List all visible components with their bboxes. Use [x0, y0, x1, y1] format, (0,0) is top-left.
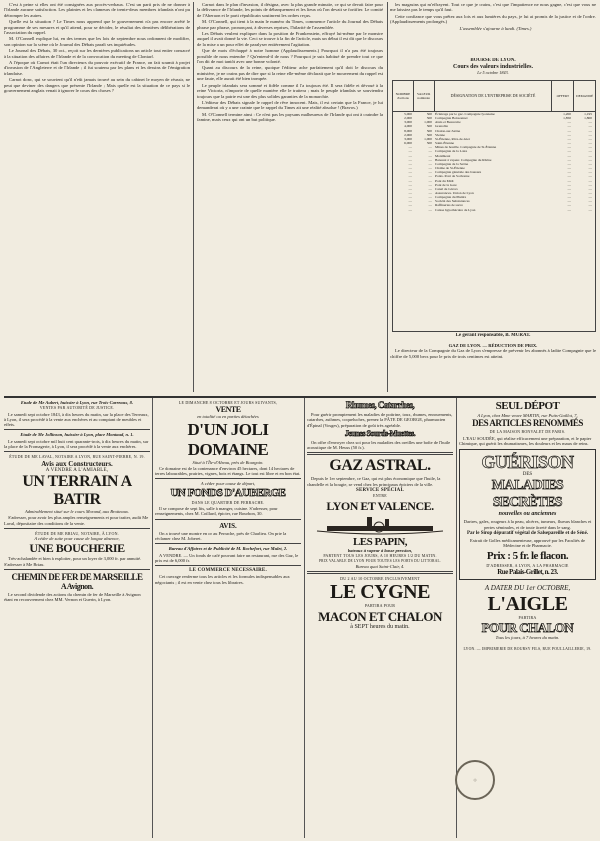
paragraph: L'assemblée s'ajourne à lundi. (Times.) [459, 25, 532, 31]
paragraph: M. O'Connell, qui tient à la main le numéro du Times, commence l'article du Journal des Débats phrase par phrase, prononçant, à diverses reprises, l'hilarité de l'assemblée. [197, 19, 383, 30]
table-cell: — [567, 136, 571, 141]
surdite-title: Jeunes Sourds-Muettes. [344, 428, 416, 438]
table-cell: — [408, 157, 412, 162]
sirop: Par le Sirop dépuratif végétal de Salsepareille et de Séné. [466, 531, 589, 537]
table-cell: — [408, 178, 412, 183]
table-cell: — [567, 170, 571, 175]
table-cell: — [428, 170, 432, 175]
table-cell: — [567, 132, 571, 137]
table-cell: Caisse hypothécaire de Lyon [435, 207, 476, 212]
bourse-table [392, 80, 596, 332]
ads-column-1 [4, 400, 150, 838]
sept-heures: à SEPT heures du matin. [350, 623, 410, 630]
domaine-vente: VENTE [215, 405, 241, 415]
column-divider [387, 2, 388, 392]
etude3: ÉTUDE DE ME BRIAU, NOTAIRE, À LYON. [35, 530, 119, 536]
pharmacie: D'ADRESSER, A LYON, A LA PHARMACIE [486, 562, 569, 568]
table-cell: — [408, 190, 412, 195]
paragraph: Le Journal des Débats, 30 oct., reçoit sur les dernières publications un article tout entier consacré à la situation des affaires de l'Irlande et de la convocation du meeting de Clontarf. [4, 48, 190, 59]
paragraph: Carnot donc, qui se souvient qu'il n'eût jamais trouvé au sein du cabinet le moyen de réussir, ne peut que deviner des dangers que présente l'Irlande ; Mais quelle est la situation de ce pays si le gouvernement anglais venait à ignorer le cours des choses ? [4, 77, 190, 94]
table-cell: — [588, 161, 592, 166]
table-cell: — [567, 178, 571, 183]
paragraph: les magasins qui m'effrayent. Tout ce que je crains, c'est que l'impatience ne nous gagne, c'est que vous ne me laissiez pas le temps qu'il faut. [390, 2, 596, 13]
papins-title: LES PAPIN, [352, 535, 408, 548]
table-cell: — [567, 128, 571, 133]
paragraph: C'est à peine si elles ont été consignées aux procès-verbaux. C'est un parti pris de ne donner à l'Irlande aucune satisfaction. Les plaintes et les clameurs de trente-deux membres irlandais n'ont pu détromper les autres. [4, 2, 190, 18]
table-cell: — [428, 203, 432, 208]
domaine-title: D'UN JOLI DOMAINE [187, 419, 269, 459]
table-cell: Compagnie générale des bateaux [435, 170, 482, 175]
table-cell: — [567, 174, 571, 179]
guerison-ad [459, 449, 596, 580]
table-cell: 1,000 [424, 136, 432, 141]
table-cell: — [588, 199, 592, 204]
table-cell: 6,000 [404, 141, 412, 146]
bourse-date: Le 5 octobre 1843. [477, 70, 509, 75]
table-cell: — [567, 166, 571, 171]
column-header: VALEUR nominale [414, 81, 435, 111]
table-cell: — [588, 120, 592, 125]
table-cell: — [567, 190, 571, 195]
du-date: DU 2 AU 10 OCTOBRE INCLUSIVEMENT [340, 576, 420, 582]
imprimerie: LYON. — IMPRIMERIE DE BOURSY FILS, RUE POULLAILLERIE, 19. [463, 646, 592, 651]
chalon-title: POUR CHALON [481, 620, 574, 636]
table-body [393, 112, 595, 212]
table-cell: — [428, 153, 432, 158]
bourse-heading [390, 58, 596, 80]
fonds-ceder: A céder pour cause de départ, [200, 481, 256, 487]
table-cell: — [408, 166, 412, 171]
depart: PARTENT TOUS LES JOURS, A 10 HEURES 1/2 DU MATIN. [323, 553, 437, 559]
sirop-text: Extrait de Golles médicamenteuse, approuvé par les Facultés de Médecine et de Pharmacie. [469, 538, 586, 549]
tous-jours: Tous les jours, à 7 heures du matin. [495, 635, 560, 641]
lyon-valence: LYON ET VALENCE. [326, 498, 434, 513]
avis-title: AVIS. [219, 521, 237, 530]
table-cell: — [428, 174, 432, 179]
table-cell: Monthieux [435, 153, 451, 158]
table-cell: — [567, 161, 571, 166]
table-cell: 2,000 [404, 132, 412, 137]
table-cell: — [567, 145, 571, 150]
table-cell: — [408, 195, 412, 200]
articles-text: L'EAU SOUDÉE, qui réalise efficacement une préparation, et le papier Chimique, qui guérit les rhumatismes, les douleurs et les maux de reins. [459, 435, 592, 446]
steamboat-illustration [307, 513, 453, 535]
terrain-title: UN TERRAIN A BATIR [22, 472, 132, 508]
guerison-title: GUÉRISON [481, 452, 574, 473]
table-cell: — [588, 124, 592, 129]
bourse-subtitle: Cours des valeurs industrielles. [452, 64, 533, 70]
ads-column-2 [155, 400, 301, 838]
section-divider [4, 396, 596, 398]
table-cell: — [428, 161, 432, 166]
bureau: Bureau quai Saint-Clair, 4. [355, 563, 405, 569]
etude-text: Le samedi sept octobre 1843, à dix heures du matin, sur la place des Terreaux, à Lyon, il sera procédé à la vente aux enchères et au comptant de meubles et effets. [4, 411, 149, 428]
maladies-title: MALADIES SECRÈTES [491, 478, 564, 511]
table-cell: — [567, 195, 571, 200]
column-header: OFFERT [552, 81, 574, 111]
column-divider [193, 2, 194, 392]
column-header: DEMANDÉ [576, 94, 594, 98]
domaine-licit: en totalité ou en parties détachées [197, 414, 259, 420]
table-cell: — [408, 199, 412, 204]
etude2-text: Le samedi sept octobre mil huit cent quarante-trois, à dix heures du matin, sur la place de la Fromagerie, à Lyon, il sera procédé à la vente aux enchères. [4, 438, 149, 450]
table-cell: — [588, 203, 592, 208]
prix: PRIX VALABLE DE LYON POUR TOUTES LES PORTS DU LITTORAL. [318, 558, 442, 563]
table-cell: — [567, 182, 571, 187]
gerant: Le gérant responsable, B. MURAT. [455, 333, 531, 338]
table-cell: — [567, 124, 571, 129]
domaine-date: LE DIMANCHE 8 OCTOBRE ET JOURS SUIVANTS, [178, 400, 278, 405]
domaine-sub: Situé à l'Île-d'Abeau, près de Bourgoin. [192, 459, 264, 465]
gaz-astral-title: GAZ ASTRAL. [329, 457, 431, 475]
article-column-2 [197, 2, 383, 394]
terrain-sub: Admirablement situé sur le cours Morand, aux Brotteaux. [25, 508, 129, 514]
table-cell: 2,000 [404, 116, 412, 121]
table-cell: 3,000 [404, 136, 412, 141]
table-cell: — [588, 190, 592, 195]
prix-flacon: Prix : 5 fr. le flacon. [486, 549, 569, 562]
column-header: DÉSIGNATION DE L'ENTREPRISE DE SOCIÉTÉ [435, 81, 553, 111]
table-cell: — [588, 170, 592, 175]
table-cell: Canal de Givors [435, 186, 458, 191]
table-cell: — [428, 182, 432, 187]
des: DES [522, 472, 533, 478]
commerce-title: LE COMMERCE NECESSAIRE. [189, 568, 267, 574]
table-cell: — [408, 161, 412, 166]
table-cell: — [567, 157, 571, 162]
table-cell: — [408, 182, 412, 187]
paragraph: Quelle est la situation ? Le Times nous apprend que le gouvernement n'a pas encore arrêté le programme de ses mesures et qu'il attend, pour se décider, le résultat des dernières délibérations de l'association du rappel. [4, 19, 190, 36]
table-cell: — [588, 149, 592, 154]
table-cell: — [588, 141, 592, 146]
rhume-text: Pour guérir promptement les maladies de poitrine, toux, rhumes, enrouements, catarrhes, asthmes, coqueluches, prenez la PÂTE DE GEORGE, pharmacien d'Épinal (Vosges), préparation de goût très agréable. [307, 412, 453, 428]
macon-chalon: MACON ET CHALON [318, 608, 442, 624]
table-cell: Ponts. Pont de Sorbonne [435, 174, 470, 179]
ceder: A céder de suite pour cause de longue absence, [34, 536, 120, 542]
table-cell: 8,000 [404, 128, 412, 133]
table-cell: Vienne [435, 132, 445, 137]
column-divider [304, 398, 305, 838]
paragraph: Le peuple irlandais sera sommé et fidèle comme il l'a toujours été. Il sera fidèle et dévoué à la reine Victoria, n'importe de quelle manière elle le traitera ; mais le peuple irlandais se souviendra toujours que la patrie est une des plus solides garanties de la monarchie. [197, 82, 383, 99]
table-cell: 500 [426, 124, 432, 129]
dartres: Dartres, gales, rougeurs à la peau, ulcères, tumeurs, flueurs blanches et pertes séminales, et de toute âcreté dans le sang. [463, 519, 592, 530]
table-cell: — [428, 157, 432, 162]
table-cell: Grenoble [435, 124, 449, 129]
article-column-1 [4, 2, 190, 394]
table-cell: — [428, 186, 432, 191]
table-cell: Compagnie du Phénix [435, 195, 467, 200]
table-cell: — [588, 166, 592, 171]
etude-sub: VENTES PAR AUTORITÉ DE JUSTICE. [39, 405, 115, 411]
table-cell: — [588, 145, 592, 150]
entre: ENTRE [373, 493, 387, 499]
paragraph: M. O'Connell explique lui, en des termes que les lois de septembre nous ordonnent de modifier, son opinion sur la scène où le Journal des Débats paraît ses inquiétudes. [4, 36, 190, 47]
boucherie-text: Très-achalandée et bien à exploiter, pour un loyer de 3,000 fr. par annuité. S'adresser à Me Briau. [4, 556, 142, 567]
chemin-title: CHEMIN DE FER DE MARSEILLE [11, 572, 143, 583]
chemin-text: Le second dividende des actions du chemin de fer de Marseille à Avignon étant en recouvrement chez MM. Vernon et Guerin, à Lyon. [4, 592, 141, 603]
table-cell: 4,000 [404, 124, 412, 129]
table-cell: — [588, 136, 592, 141]
table-cell: — [428, 195, 432, 200]
table-cell: — [428, 166, 432, 171]
gaz-text: Le directeur de la Compagnie du Gaz de Lyon s'empresse de prévenir les abonnés à ladite Compagnie que le chiffre de 5,000 becs pour le prix de trois centimes est atteint. [390, 348, 596, 359]
a-dater: A DATER DU 1er OCTOBRE, [484, 583, 571, 592]
table-cell: 500 [426, 116, 432, 121]
table-cell: Compagnie de la Loire [435, 149, 468, 154]
paragraph: Carnot dans le plan d'invasion, il désigna, avec la plus grande minutie, ce qui se devait faire pour la délivrance de l'Irlande, les points de débarquement et les lieux où l'on devait se fortifier. Le comité de l'Aberaon et le parti républicain soutinrent les ordres reçus. [197, 2, 383, 18]
table-cell: Chalon-sur-Saône [435, 128, 461, 133]
table-cell: — [588, 195, 592, 200]
table-cell: — [408, 174, 412, 179]
table-cell: — [428, 149, 432, 154]
column-divider [152, 398, 153, 838]
paragraph: L'éditeur des Débats signale le rappel de rêve innocent. Mais, il est certain que la France, je lui demanderai où y a une crainte que le rappel du Times ait une réalité absolue ! (Bravos.) [197, 99, 383, 111]
papins-sub: bateaux à vapeur à basse pression, [347, 547, 413, 553]
table-cell: — [588, 174, 592, 179]
paragraph: M. O'Connell termine ainsi : Ce n'est pas les paysans malheureux de l'Irlande qui ont à craindre la famine, mais ceux qui ont un but politique. [197, 111, 383, 123]
table-cell: 1,200 [563, 112, 571, 116]
avis-constructeurs: Avis aux Constructeurs. [41, 459, 113, 468]
table-cell: St-Étienne, Rive-de-Gier [435, 136, 470, 141]
table-row [393, 208, 595, 212]
table-cell: Éclairage par le gaz. Compagnie lyonnaise [435, 112, 495, 116]
table-cell: — [428, 207, 432, 212]
table-cell: Chaîne de St-Étienne [435, 166, 465, 171]
table-cell: — [567, 186, 571, 191]
fonds-sub: DANS LE QUARTIER DE PERRACHE. [191, 499, 265, 505]
table-cell: — [428, 145, 432, 150]
table-cell: 500 [426, 141, 432, 146]
notaire: ÉTUDE DE ME LAVAL, NOTAIRE A LYON, RUE SAINT-PIERRE, N. 19. [9, 454, 145, 460]
column-header: NOMBRE d'actions [393, 81, 414, 111]
table-cell: Saint-Étienne [435, 141, 455, 146]
table-cell: — [408, 145, 412, 150]
avis-text: On a trouvé une montre en or au Perrache, près de Charlieu. On prie la réclamer chez M. Joberet. [155, 530, 287, 541]
table-cell: — [567, 120, 571, 125]
table-cell: — [408, 207, 412, 212]
table-cell: Pont du Midi [435, 178, 454, 183]
table-cell: — [408, 203, 412, 208]
table-cell: Compagnie Boissonnet [435, 116, 468, 121]
table-cell: 3,000 [404, 120, 412, 125]
table-cell: — [408, 170, 412, 175]
table-cell: — [567, 207, 571, 212]
table-header [393, 81, 595, 112]
seul-sub: A Lyon, chez Mme veuve MARTIN, rue Puits-Gaillot, 7, [477, 413, 578, 418]
table-cell: — [567, 203, 571, 208]
table-cell: Pont de la Gare [435, 182, 457, 187]
vendre: A VENDRE A L'AMIABLE, [45, 467, 109, 473]
partira: PARTIRA POUR [364, 603, 396, 609]
paragraph: Cette confiance que vous prêtez aux lois et aux lumières du pays, je lui ai promis de la justice et de l'ordre. (Applaudissements prolongés.) [390, 13, 596, 25]
table-cell: Société des Subsistances [435, 199, 470, 204]
table-cell: Raffineries de sucre [435, 203, 463, 208]
ads-column-3 [307, 400, 453, 838]
table-cell: 1,850 [563, 116, 571, 121]
articles-title: DES ARTICLES RENOMMÉS [472, 418, 583, 429]
table-cell: 500 [426, 112, 432, 116]
table-cell: Bateaux à vapeur. Compagnie du Rhône [435, 157, 492, 162]
aigle-title: L'AIGLE [487, 592, 568, 615]
surdite-text: On offre d'envoyer chez soi pour les maladies des oreilles une boîte de l'huile acoustique de M. Heuss (50 fr.). [307, 439, 451, 451]
table-cell: — [428, 199, 432, 204]
table-cell: — [567, 199, 571, 204]
table-cell: Compagnie de la Saône [435, 161, 469, 166]
commerce-text: Cet ouvrage renferme tous les articles et les formules indispensables aux négociants ; il est en vente chez tous les libraires. [155, 574, 290, 585]
table-cell: — [588, 186, 592, 191]
table-cell: — [588, 132, 592, 137]
table-cell: — [428, 178, 432, 183]
table-cell: — [588, 153, 592, 158]
nouvelles: nouvelles ou anciennes [498, 511, 557, 518]
etude-title: Etude de Me Aubert, huissier à Lyon, rue Trois-Carreaux, 8. [20, 400, 134, 405]
bureau-title: Bureau d'Affaires et de Publicité de M. Rochefort, rue Mulet, 2. [168, 546, 288, 552]
circular-stamp: ◎ [455, 760, 495, 800]
rue-palais: Rue Palais-Grillet, n. 23. [497, 567, 558, 576]
aigle-partira: PARTIRA [518, 614, 537, 620]
gaz-notice [390, 343, 596, 393]
boucherie-title: UNE BOUCHERIE [29, 541, 125, 556]
table-cell: 1,000 [424, 120, 432, 125]
rhume-title: Rhumes, Catarrhes, [345, 400, 415, 410]
table-cell: — [588, 207, 592, 212]
paragraph: A l'époque où Carnot était l'un directeurs du pouvoir exécutif de France, on fait soumit à projet d'invasion de l'Angleterre et de l'Irlande ; il fut soutenu par les plans et les dessins de l'émigration irlandaise. [4, 60, 190, 76]
bureau-text: A VENDRE. — Un fonds de café pouvant faire un restaurant, rue des Gaz, le prix est de 6,000 fr. [155, 552, 299, 563]
fonds-title: UN FONDS D'AUBERGE [170, 486, 286, 499]
table-cell: Mines de houille. Compagnie de St-Étienne [435, 145, 497, 150]
table-cell: — [588, 128, 592, 133]
table-cell: — [408, 153, 412, 158]
table-cell: 1,195 [584, 112, 592, 116]
table-cell: 500 [426, 132, 432, 137]
article-column-3 [390, 2, 596, 56]
table-cell: — [588, 182, 592, 187]
table-cell: Assurances. Union de Lyon [435, 190, 474, 195]
gaz-astral-text: Depuis le 1er septembre, ce Gaz, qui est plus économique que l'huile, la chandelle et la bougie, se vend chez les principaux épiciers de la ville. [307, 476, 441, 487]
table-cell: — [408, 186, 412, 191]
fonds-text: Il se compose de sept lits, salle à manger, cuisine. S'adresser, pour renseignements, chez M. Coillard, épicier, rue Bourbon, 30. [155, 506, 278, 517]
table-cell: — [567, 153, 571, 158]
table-cell: — [567, 141, 571, 146]
table-cell: — [567, 149, 571, 154]
paragraph: Que de mots d'échappé à notre homme (Applaudissements.) Pourquoi il n'a pas été toujours possible de nous entendre ? Qu'entend-il de nous ? Pourquoi je suis habitué de prendre tout ce que l'on dit de moi tantôt avec une bonne volonté. [197, 48, 383, 65]
etude2-title: Etude de Me Jollinson, huissier à Lyon, place Montaud, n. 1. [20, 432, 134, 438]
articles-sub: DE LA MAISON BONVALET DE PARIS. [489, 429, 566, 435]
bourse-title: BOURSE DE LYON. [470, 58, 516, 63]
table-cell: 500 [426, 128, 432, 133]
paragraph: Les Débats veulent expliquer dans la position de Frankenstein, effrayé lui-même par le monstre auquel il avait donné la vie. Ceci se trouve à la fin de l'article, mais un début il est dit que le discours de la mise a un pour effet de paralyser entièrement l'agitation. [197, 31, 383, 47]
terrain-text: S'adresser, pour avoir les plus amples renseignements et pour traiter, audit Me Laval, dépositaire des conditions de la vente. [4, 515, 149, 526]
paragraph: Quant au discours de la reine, quoique l'éditeur ache parfaitement qu'il doit le discours du ministère, je ne crains pas de dire que si la reine elle-même déclarait que le mouvement du rappel est une faute, elle aurait été bien trompée. [197, 65, 383, 82]
cygne-title: LE CYGNE [330, 581, 430, 604]
table-cell: — [428, 190, 432, 195]
gaz-title: GAZ DE LYON. — RÉDUCTION DE PRIX. [448, 343, 538, 348]
avignon: A Avignon. [60, 582, 94, 592]
table-cell: — [408, 149, 412, 154]
domaine-text: Ce domaine est de la contenance d'environ 45 hectares, dont 14 hectares de terres labourables, prairies, vignes, bois et étangs. Le tout est libre et en bon état. [155, 465, 301, 477]
table-cell: — [588, 178, 592, 183]
table-cell: Alais et Beaucaire [435, 120, 461, 125]
seul-depot: SEUL DÉPOT [495, 400, 560, 412]
table-cell: 1,800 [584, 116, 592, 121]
service-title: SERVICE SPÉCIAL [356, 488, 404, 494]
table-cell: 5,000 [404, 112, 412, 116]
gerant-line [390, 333, 596, 341]
table-cell: — [588, 157, 592, 162]
